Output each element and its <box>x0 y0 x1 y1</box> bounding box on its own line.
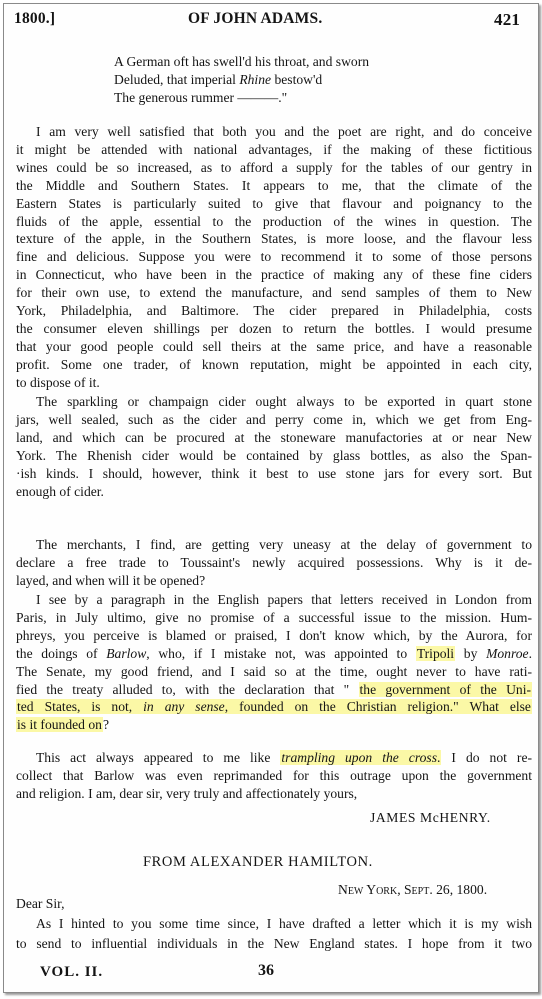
paragraph-1-line: profit. Some one trader, of known reputation, might be appointed in each city, <box>16 356 532 372</box>
paragraph-2-line: York. The Rhenish cider would be contained by glass bottles, as also the Span- <box>16 447 532 463</box>
salutation: Dear Sir, <box>16 896 65 911</box>
paragraph-2-line: ·ish kinds. I should, however, think it best to use stone jars for every sort. But <box>16 465 532 481</box>
paragraph-3-line: layed, and when will it be opened? <box>16 572 206 588</box>
verse-line: Deluded, that imperial Rhine bestow'd <box>114 72 323 88</box>
paragraph-3-line: declare a free trade to Toussaint's newly acquired possessions. Why is it de- <box>16 554 532 570</box>
signature: JAMES McHENRY. <box>370 810 491 825</box>
paragraph-1-line: York, Philadelphia, and Baltimore. The cider prepared in Philadelphia, costs <box>16 303 532 318</box>
section-title: FROM ALEXANDER HAMILTON. <box>143 854 373 870</box>
paragraph-5-line: collect that Barlow was even reprimanded for this outrage upon the government <box>16 767 532 783</box>
paragraph-1-line: for their own use, to extend the manufacture, and send samples of them to New <box>16 285 532 301</box>
paragraph-1-line: in Connecticut, who have been in the practice of making any of these fine ciders <box>16 267 532 283</box>
paragraph-4-line: Paris, in July ultimo, give no promise of a successful issue to the mission. Hum- <box>16 609 532 625</box>
paragraph-2-line: The sparkling or champaign cider ought always to be exported in quart stone <box>36 394 532 409</box>
paragraph-4-line: I see by a paragraph in the English papers that letters received in London from <box>36 592 532 607</box>
paragraph-1-line: fluids of the apple, essential to the production of the wines in question. The <box>16 213 532 229</box>
footer-signature-mark: 36 <box>258 962 274 979</box>
paragraph-1-line: that your good people could sell theirs at the same price, and have a reasonable <box>16 338 532 354</box>
paragraph-2-line: land, and which can be procured at the stoneware manufactories at or near New <box>16 429 532 445</box>
paragraph-1-line: it might be attended with national advantages, if the making of these fictitious <box>16 141 532 157</box>
paragraph-1-line: texture of the apple, in the Southern States, is more loose, and the flavour less <box>16 231 532 247</box>
dateline: New York, Sept. 26, 1800. <box>338 882 488 897</box>
paragraph-1-line: wines could be so increased, as to afford a supply for the tables of our gentry in <box>16 159 532 175</box>
header-title: OF JOHN ADAMS. <box>188 10 323 27</box>
paragraph-4-line: the doings of Barlow, who, if I mistake not, was appointed to Tripoli by Monroe. <box>16 645 533 661</box>
header-page-number: 421 <box>494 10 521 29</box>
paragraph-4-line: The Senate, my good friend, and I said so at the time, ought never to have rati- <box>16 663 532 679</box>
footer-volume: VOL. II. <box>40 964 104 980</box>
verse-line: A German oft has swell'd his throat, and sworn <box>114 54 370 69</box>
paragraph-4-line: is it founded on? <box>17 717 110 733</box>
header-year: 1800.] <box>14 10 56 27</box>
paragraph-5-line: This act always appeared to me like trampling upon the cross. I do not re- <box>36 750 533 765</box>
paragraph-4-line: phreys, you perceive is blamed or praised, I don't know which, by the Aurora, for <box>16 627 532 643</box>
letter-line: to send to influential individuals in the New England states. I hope from it two <box>16 936 532 951</box>
paragraph-1-line: fine and delicious. Suppose you were to recommend it to some of those persons <box>16 249 532 265</box>
paragraph-1-line: the Middle and Southern States. It appears to me, that the climate of the <box>16 177 532 193</box>
paragraph-4-line: ted States, is not, in any sense, founded on the Christian religion." What else <box>17 699 531 715</box>
paragraph-1-line: Eastern States is particularly suited to give that flavour and poignancy to the <box>16 195 532 211</box>
verse-line: The generous rummer ———." <box>114 90 288 106</box>
letter-line: As I hinted to you some time since, I have drafted a letter which it is my wish <box>36 916 532 931</box>
paragraph-4-line: fied the treaty alluded to, with the declaration that " the government of the Uni- <box>16 681 531 697</box>
paragraph-5-line: and religion. I am, dear sir, very truly and affectionately yours, <box>16 785 358 801</box>
paragraph-1-line: I am very well satisfied that both you and the poet are right, and do conceive <box>36 124 532 139</box>
paragraph-3-line: The merchants, I find, are getting very uneasy at the delay of government to <box>36 537 532 552</box>
paragraph-1-line: to dispose of it. <box>16 374 100 390</box>
paragraph-2-line: jars, well sealed, such as the cider and perry come in, which we get from Eng- <box>16 411 532 427</box>
paragraph-2-line: enough of cider. <box>16 483 104 499</box>
paragraph-1-line: the consumer eleven shillings per dozen to return the bottles. I would presume <box>16 320 532 336</box>
document-page <box>3 3 539 993</box>
